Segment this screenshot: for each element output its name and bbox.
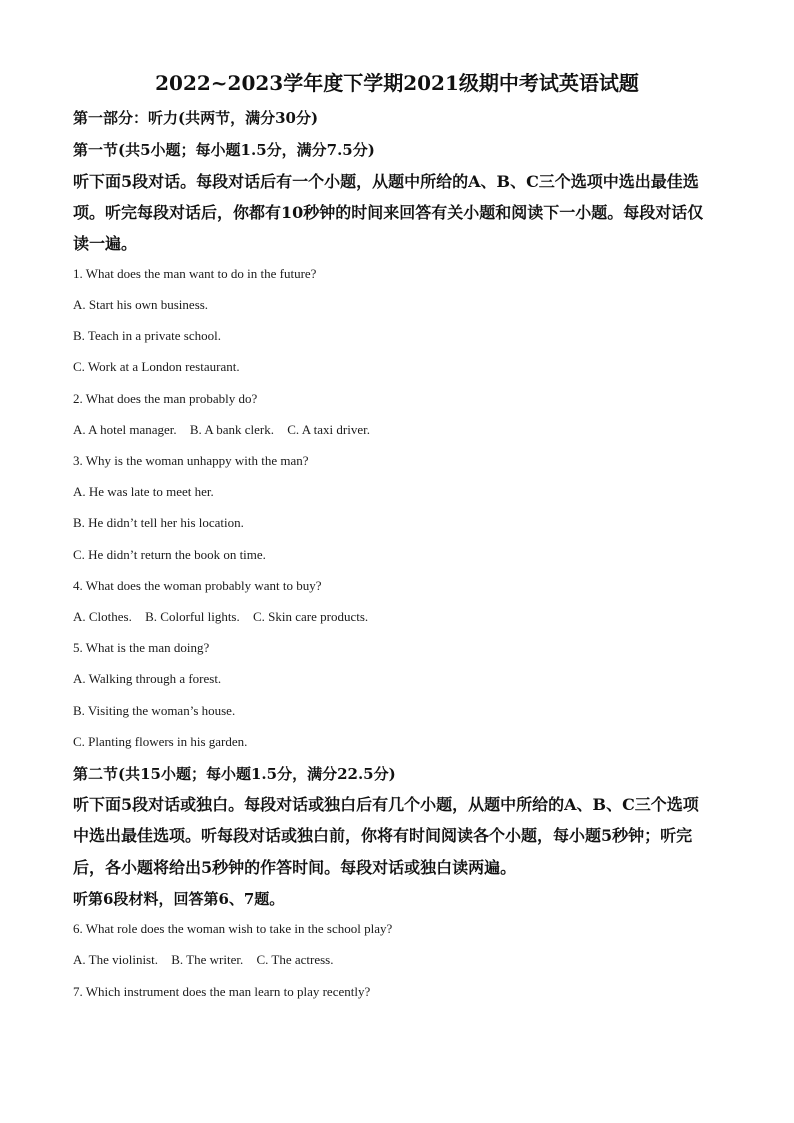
question-1-option-c: C. Work at a London restaurant. (73, 359, 240, 374)
question-6-option-a: A. The violinist. (73, 952, 158, 967)
question-5-stem: 5. What is the man doing? (73, 640, 210, 655)
question-2-stem: 2. What does the man probably do? (73, 391, 258, 406)
question-6-options (73, 952, 334, 968)
question-4-option-c: C. Skin care products. (253, 609, 369, 624)
section1-heading: 第一节(共5小题；每小题1.5分，满分7.5分) (73, 141, 375, 159)
question-3-stem: 3. Why is the woman unhappy with the man? (73, 453, 309, 468)
question-5-option-c: C. Planting flowers in his garden. (73, 734, 248, 749)
material-6-heading: 听第6段材料，回答第6、7题。 (73, 890, 285, 908)
section2-instructions-line: 中选出最佳选项。听每段对话或独白前，你将有时间阅读各个小题，每小题5秒钟；听完 (73, 826, 693, 845)
question-3-option-a: A. He was late to meet her. (73, 484, 214, 499)
question-6-option-c: C. The actress. (256, 952, 334, 967)
question-3-option-c: C. He didn’t return the book on time. (73, 547, 266, 562)
question-4-options (73, 609, 368, 625)
section1-instructions-line: 项。听完每段对话后，你都有10秒钟的时间来回答有关小题和阅读下一小题。每段对话仅 (73, 203, 704, 222)
question-6-option-b: B. The writer. (171, 952, 244, 967)
question-1-option-b: B. Teach in a private school. (73, 328, 221, 343)
question-5-option-a: A. Walking through a forest. (73, 671, 222, 686)
question-4-option-b: B. Colorful lights. (145, 609, 240, 624)
question-4-stem: 4. What does the woman probably want to buy? (73, 578, 322, 593)
section2-instructions-line: 听下面5段对话或独白。每段对话或独白后有几个小题，从题中所给的A、B、C三个选项 (73, 795, 699, 814)
question-4-option-a: A. Clothes. (73, 609, 132, 624)
question-1-option-a: A. Start his own business. (73, 297, 209, 312)
section1-instructions-line: 听下面5段对话。每段对话后有一个小题，从题中所给的A、B、C三个选项中选出最佳选 (73, 172, 699, 191)
section1-instructions-line: 读一遍。 (73, 234, 138, 253)
question-7-stem: 7. Which instrument does the man learn to play recently? (73, 984, 371, 999)
question-1-stem: 1. What does the man want to do in the future? (73, 266, 317, 281)
question-2-option-a: A. A hotel manager. (73, 422, 177, 437)
question-6-stem: 6. What role does the woman wish to take in the school play? (73, 921, 393, 936)
question-2-option-b: B. A bank clerk. (189, 422, 275, 437)
section2-heading: 第二节(共15小题；每小题1.5分，满分22.5分) (73, 765, 396, 783)
question-5-option-b: B. Visiting the woman’s house. (73, 703, 236, 718)
question-2-options (73, 422, 370, 438)
part1-heading: 第一部分：听力(共两节，满分30分) (73, 109, 319, 127)
section2-instructions-line: 后，各小题将给出5秒钟的作答时间。每段对话或独白读两遍。 (73, 858, 517, 877)
page-title: 2022~2023学年度下学期2021级期中考试英语试题 (155, 71, 639, 95)
question-2-option-c: C. A taxi driver. (287, 422, 370, 437)
question-3-option-b: B. He didn’t tell her his location. (73, 515, 244, 530)
